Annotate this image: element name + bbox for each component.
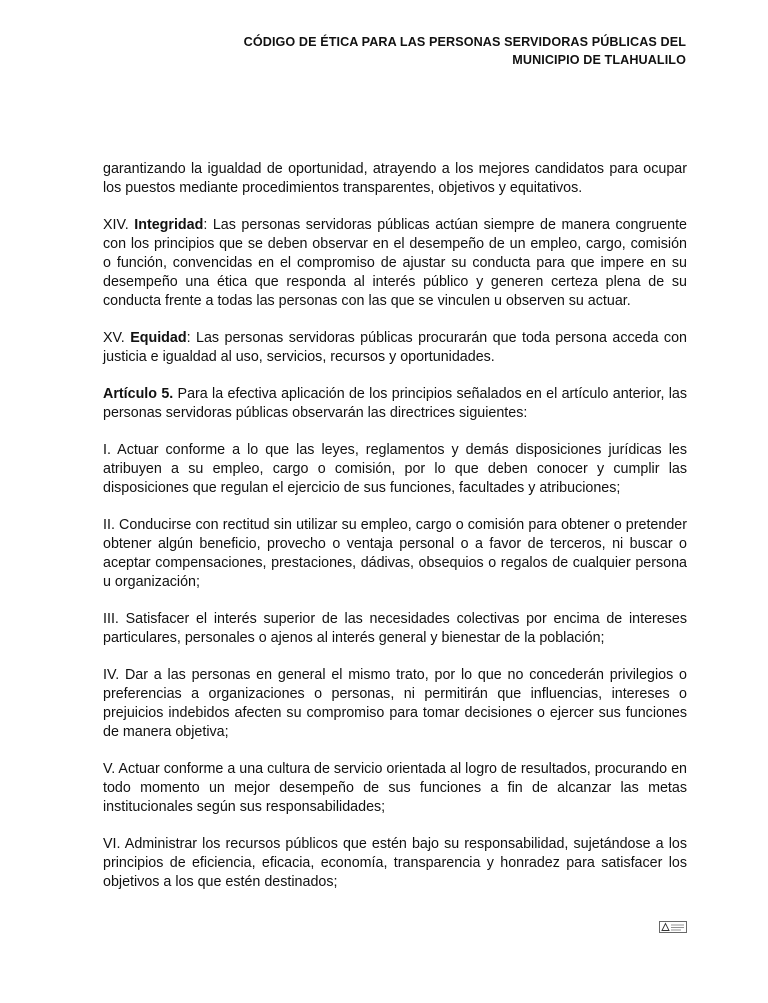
directive-iv: IV. Dar a las personas en general el mismo trato, por lo que no concederán privilegios o preferencias a organizaciones o personas, ni permitirán que influencias, intereses o prejuicios indebidos afecten su compromiso para tomar decisiones o ejercer sus funciones de manera objetiva; [103, 667, 687, 740]
publisher-logo-icon [659, 920, 687, 932]
paragraph-number: XIV. [103, 217, 135, 233]
paragraph-text: Para la efectiva aplicación de los principios señalados en el artículo anterior, las personas servidoras públicas observarán las directrices siguientes: [103, 386, 687, 421]
paragraph-equidad [103, 329, 687, 367]
directive-v: V. Actuar conforme a una cultura de servicio orientada al logro de resultados, procurando en todo momento un mejor desempeño de sus funciones a fin de alcanzar las metas institucionales según sus responsabilidades; [103, 761, 687, 815]
header-title-line-1: CÓDIGO DE ÉTICA PARA LAS PERSONAS SERVIDORAS PÚBLICAS DEL [243, 35, 686, 49]
paragraph-term: Equidad [130, 330, 187, 346]
directive-iii: III. Satisfacer el interés superior de las necesidades colectivas por encima de intereses particulares, personales o ajenos al interés general y bienestar de la población; [103, 611, 687, 646]
directive-ii: II. Conducirse con rectitud sin utilizar su empleo, cargo o comisión para obtener o pretender obtener algún beneficio, provecho o ventaja personal o a favor de terceros, ni buscar o aceptar compensaciones, prestaciones, dádivas, obsequios o regalos de cualquier persona u organización; [103, 517, 687, 590]
paragraph-integridad [103, 216, 687, 311]
directive-vi: VI. Administrar los recursos públicos que estén bajo su responsabilidad, sujetándose a los principios de eficiencia, eficacia, economía, transparencia y honradez para satisfacer los objetivos a los que estén destinados; [103, 836, 687, 890]
directive-i: I. Actuar conforme a lo que las leyes, reglamentos y demás disposiciones jurídicas les atribuyen a su empleo, cargo o comisión, por lo que deben conocer y cumplir las disposiciones que regulan el ejercicio de sus funciones, facultades y atribuciones; [103, 442, 687, 496]
paragraph-text: : Las personas servidoras públicas procurarán que toda persona acceda con justicia e igualdad al uso, servicios, recursos y oportunidades. [103, 330, 687, 365]
paragraph-term: Integridad [134, 217, 204, 233]
paragraph-text: : Las personas servidoras públicas actúan siempre de manera congruente con los principios que se deben observar en el desempeño de un empleo, cargo, comisión o función, convencidas en el compromiso de ajustar su conducta para que impere en su desempeño una ética que responda al interés público y generen certeza plena de su conducta frente a todas las personas con las que se vinculen u observen su actuar. [103, 217, 687, 309]
paragraph-number: XV. [103, 330, 131, 346]
document-body [103, 160, 687, 910]
paragraph-articulo-5 [103, 385, 687, 423]
article-heading: Artículo 5. [103, 386, 174, 402]
header-title-line-2: MUNICIPIO DE TLAHUALILO [512, 53, 686, 67]
document-header [126, 33, 686, 69]
paragraph-continuation: garantizando la igualdad de oportunidad, atrayendo a los mejores candidatos para ocupar los puestos mediante procedimientos transparentes, objetivos y equitativos. [103, 161, 687, 196]
